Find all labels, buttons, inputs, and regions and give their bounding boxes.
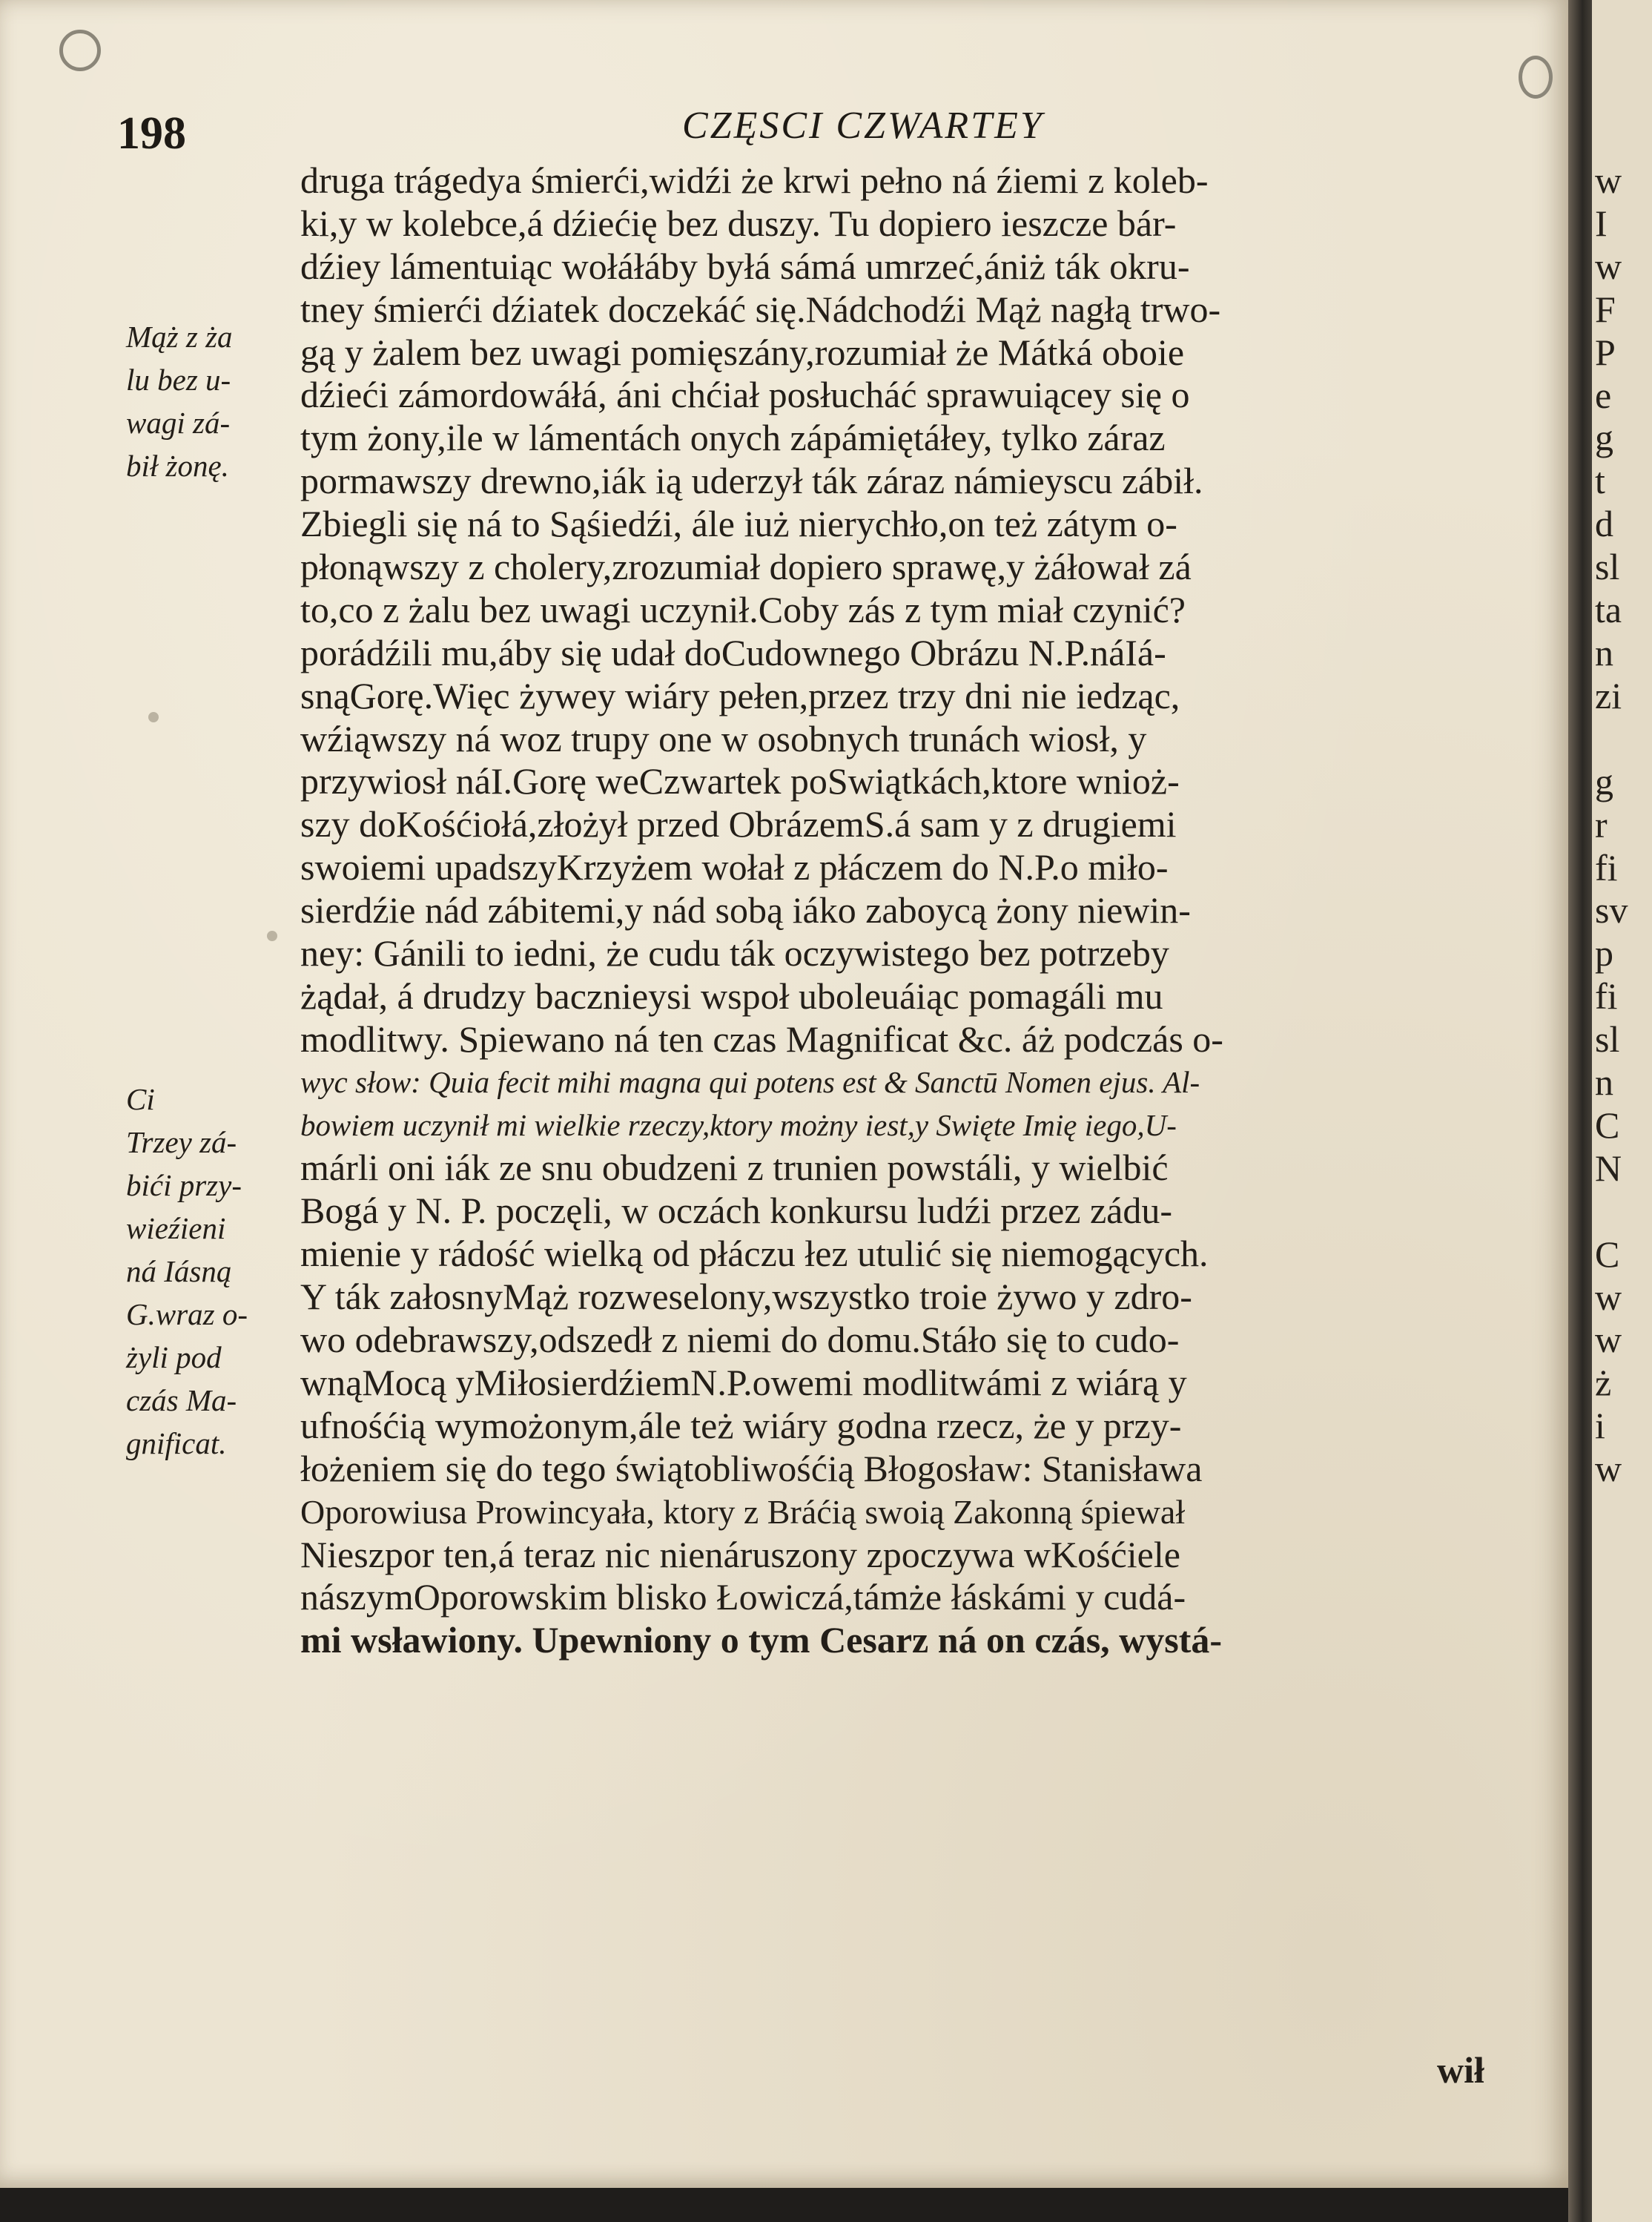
marginal-note: Mąż z ża lu bez u- wagi zá- bił żonę. [126, 320, 233, 483]
text-line: Bogá y N. P. poczęli, w oczách konkursu ludźi przez zádu- [300, 1190, 1173, 1232]
facing-page-text: w I w F P e g t d sl ta n zi g r fi sv p fi sl n C N C w w ż i w [1595, 159, 1628, 1490]
text-line: sierdźie nád zábitemi,y nád sobą iáko zaboycą żony niewin- [300, 889, 1191, 932]
text-line: przywiosł náI.Gorę weCzwartek poSwiątkách,ktore wnioż- [300, 760, 1180, 802]
text-line: to,co z żalu bez uwagi uczynił.Coby zás z tym miał czynić? [300, 588, 1186, 630]
text-line: płonąwszy z cholery,zrozumiał dopiero sprawę,y żáłował zá [300, 546, 1192, 588]
ink-dot [148, 712, 159, 722]
ink-dot [267, 931, 277, 941]
text-line: druga trágedya śmierći,widźi że krwi pełno ná źiemi z koleb- [300, 159, 1209, 201]
text-line: tym żony,ile w lámentách onych zápámiętáłey, tylko záraz [300, 417, 1166, 459]
text-line: wo odebrawszy,odszedł z niemi do domu.Stáło się to cudo- [300, 1319, 1180, 1361]
text-line: Nieszpor ten,á teraz nic nienáruszony zpoczywa wKośćiele [300, 1533, 1180, 1575]
text-line: pormawszy drewno,iák ią uderzył ták záraz námieyscu zábił. [300, 460, 1203, 502]
text-line: snąGorę.Więc żywey wiáry pełen,przez trzy dni nie iedząc, [300, 674, 1180, 716]
catchword: wił [1437, 2049, 1484, 2091]
text-line-latin: wyc słow: Quia fecit mihi magna qui potens est & Sanctū Nomen ejus. Al- [300, 1064, 1200, 1099]
page-number: 198 [117, 108, 186, 159]
text-line: wźiąwszy ná woz trupy one w osobnych trunách wiosł, y [300, 717, 1147, 759]
text-line: tney śmierći dźiatek doczekáć się.Nádchodźi Mąż nagłą trwo- [300, 288, 1221, 330]
text-line: ufnośćią wymożonym,ále też wiáry godna rzecz, że y przy- [300, 1404, 1182, 1446]
book-gutter [1568, 0, 1592, 2222]
body-text [300, 159, 1546, 1662]
text-line: swoiemi upadszyKrzyżem wołał z płáczem do N.P.o miło- [300, 846, 1169, 889]
text-line: Oporowiusa Prowincyała, ktory z Bráćią swoią Zakonną śpiewał [300, 1492, 1186, 1531]
facing-page-edge [1592, 0, 1652, 2222]
text-line: mienie y rádość wielką od płáczu łez utulić się niemogących. [300, 1233, 1209, 1275]
text-line: dźiey lámentuiąc wołáłáby byłá sámá umrzeć,ániż ták okru- [300, 245, 1190, 287]
binding-hole [59, 30, 101, 71]
text-line: dźieći zámordowáłá, áni chćiał posłucháć sprawuiącey się o [300, 374, 1190, 416]
text-line: ki,y w kolebce,á dźiećię bez duszy. Tu dopiero ieszcze bár- [300, 202, 1177, 244]
text-line: łożeniem się do tego świątobliwośćią Błogosław: Stanisława [300, 1447, 1203, 1489]
text-line-italic: bowiem uczynił mi wielkie rzeczy,ktory możny iest,y Swięte Imię iego,U- [300, 1107, 1177, 1142]
text-line: gą y żalem bez uwagi pomięszány,rozumiał że Mátká oboie [300, 331, 1185, 373]
text-line: Y ták załosnyMąż rozweselony,wszystko troie żywo y zdro- [300, 1276, 1192, 1318]
text-line: wnąMocą yMiłosierdźiemN.P.owemi modlitwámi z wiárą y [300, 1361, 1187, 1403]
marginal-note: Ci Trzey zá- bići przy- wieźieni ná Iásną G.wraz o- żyli pod czás Ma- gnificat. [126, 1082, 248, 1460]
binding-hole [1519, 56, 1553, 99]
text-line: nászymOporowskim blisko Łowiczá,támże łáskámi y cudá- [300, 1576, 1186, 1618]
text-line: ney: Gánili to iedni, że cudu ták oczywistego bez potrzeby [300, 932, 1169, 975]
text-line: mi wsławiony. Upewniony o tym Cesarz ná on czás, wystá- [300, 1619, 1223, 1661]
text-line: Zbiegli się ná to Sąśiedźi, ále iuż nierychło,on też zátym o- [300, 503, 1177, 545]
running-head: CZĘSCI CZWARTEY [682, 105, 1044, 147]
text-line: modlitwy. Spiewano ná ten czas Magnificat &c. áż podczás o- [300, 1018, 1223, 1060]
text-line: szy doKośćiołá,złożył przed ObrázemS.á sam y z drugiemi [300, 803, 1177, 845]
text-line: márli oni iák ze snu obudzeni z trunien powstáli, y wielbić [300, 1147, 1169, 1189]
text-line: porádźili mu,áby się udał doCudownego Obrázu N.P.náIá- [300, 631, 1166, 673]
text-line: żądał, á drudzy bacznieysi wspoł uboleuáiąc pomagáli mu [300, 975, 1163, 1017]
